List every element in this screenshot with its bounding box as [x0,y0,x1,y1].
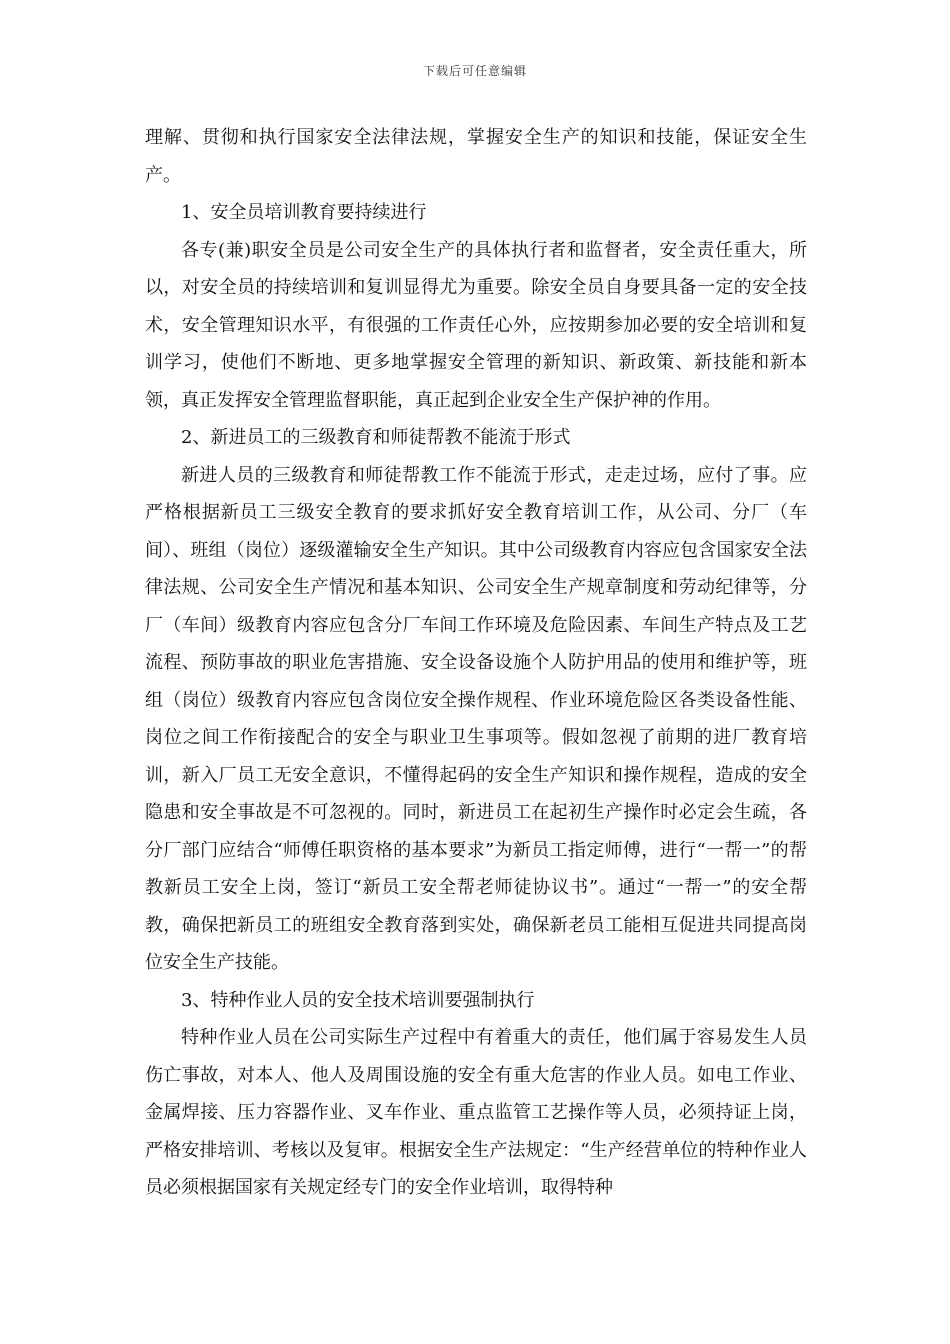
document-body [145,119,807,1207]
section-heading-3: 3、特种作业人员的安全技术培训要强制执行 [181,989,535,1011]
section-heading-1: 1、安全员培训教育要持续进行 [181,202,427,223]
section-heading-2: 2、新进员工的三级教育和师徒帮教不能流于形式 [181,427,571,448]
paragraph-safety-officer-training: 各专(兼)职安全员是公司安全生产的具体执行者和监督者，安全责任重大，所以，对安全员的持续培训和复训显得尤为重要。除安全员自身要具备一定的安全技术，安全管理知识水平，有很强的工作责任心外，应按期参加必要的安全培训和复训学习，使他们不断地、更多地掌握安全管理的新知识、新政策、新技能和新本领，真正发挥安全管理监督职能，真正起到企业安全生产保护神的作用。 [145,239,807,411]
paragraph-special-operations: 特种作业人员在公司实际生产过程中有着重大的责任，他们属于容易发生人员伤亡事故，对本人、他人及周围设施的安全有重大危害的作业人员。如电工作业、金属焊接、压力容器作业、叉车作业、重点监管工艺操作等人员，必须持证上岗，严格安排培训、考核以及复审。根据安全生产法规定：“生产经营单位的特种作业人员必须根据国家有关规定经专门的安全作业培训，取得特种 [145,1027,807,1198]
paragraph-new-employee-education: 新进人员的三级教育和师徒帮教工作不能流于形式，走走过场，应付了事。应严格根据新员工三级安全教育的要求抓好安全教育培训工作，从公司、分厂（车间）、班组（岗位）逐级灌输安全生产知识。其中公司级教育内容应包含国家安全法律法规、公司安全生产情况和基本知识、公司安全生产规章制度和劳动纪律等，分厂（车间）级教育内容应包含分厂车间工作环境及危险因素、车间生产特点及工艺流程、预防事故的职业危害措施、安全设备设施个人防护用品的使用和维护等，班组（岗位）级教育内容应包含岗位安全操作规程、作业环境危险区各类设备性能、岗位之间工作衔接配合的安全与职业卫生事项等。假如忽视了前期的进厂教育培训，新入厂员工无安全意识，不懂得起码的安全生产知识和操作规程，造成的安全隐患和安全事故是不可忽视的。同时，新进员工在起初生产操作时必定会生疏，各分厂部门应结合“师傅任职资格的基本要求”为新员工指定师傅，进行“一帮一”的帮教新员工安全上岗，签订“新员工安全帮老师徒协议书”。通过“一帮一”的安全帮教，确保把新员工的班组安全教育落到实处，确保新老员工能相互促进共同提高岗位安全生产技能。 [145,464,807,973]
paragraph-continuation: 理解、贯彻和执行国家安全法律法规，掌握安全生产的知识和技能，保证安全生产。 [145,127,807,186]
page-header: 下载后可任意编辑 [422,64,527,78]
